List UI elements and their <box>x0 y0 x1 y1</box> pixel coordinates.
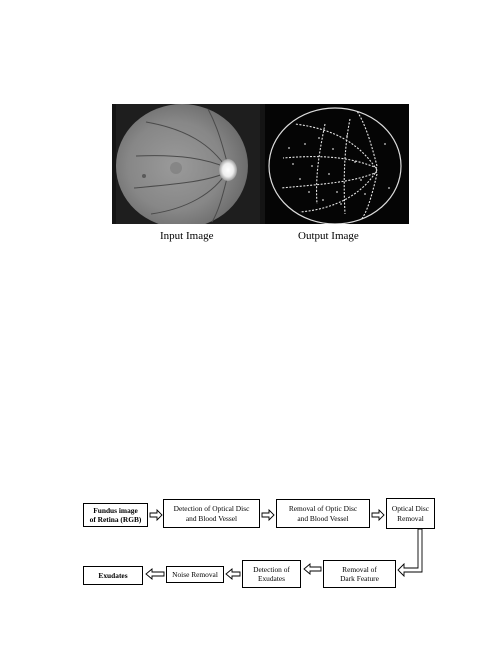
flow-step-removal-dark-feature: Removal of Dark Feature <box>323 560 396 588</box>
arrow-elbow-icon <box>398 529 422 576</box>
flow-step-detection-exudates: Detection of Exudates <box>242 560 301 588</box>
arrow-right-icon <box>150 510 162 520</box>
arrow-right-icon <box>372 510 384 520</box>
arrow-left-icon <box>304 564 321 574</box>
arrow-right-icon <box>262 510 274 520</box>
arrow-left-icon <box>226 569 240 579</box>
flow-step-optical-disc-removal: Optical Disc Removal <box>386 498 435 529</box>
flow-step-exudates: Exudates <box>83 566 143 585</box>
flow-step-noise-removal: Noise Removal <box>166 566 224 583</box>
flow-step-removal-optic-disc: Removal of Optic Disc and Blood Vessel <box>276 499 370 528</box>
input-image-caption: Input Image <box>160 230 214 242</box>
output-image-caption: Output Image <box>298 230 359 242</box>
flow-step-fundus-image: Fundus image of Retina (RGB) <box>83 503 148 527</box>
flow-step-detection-optical-disc: Detection of Optical Disc and Blood Vessel <box>163 499 260 528</box>
arrow-left-icon <box>146 569 164 579</box>
